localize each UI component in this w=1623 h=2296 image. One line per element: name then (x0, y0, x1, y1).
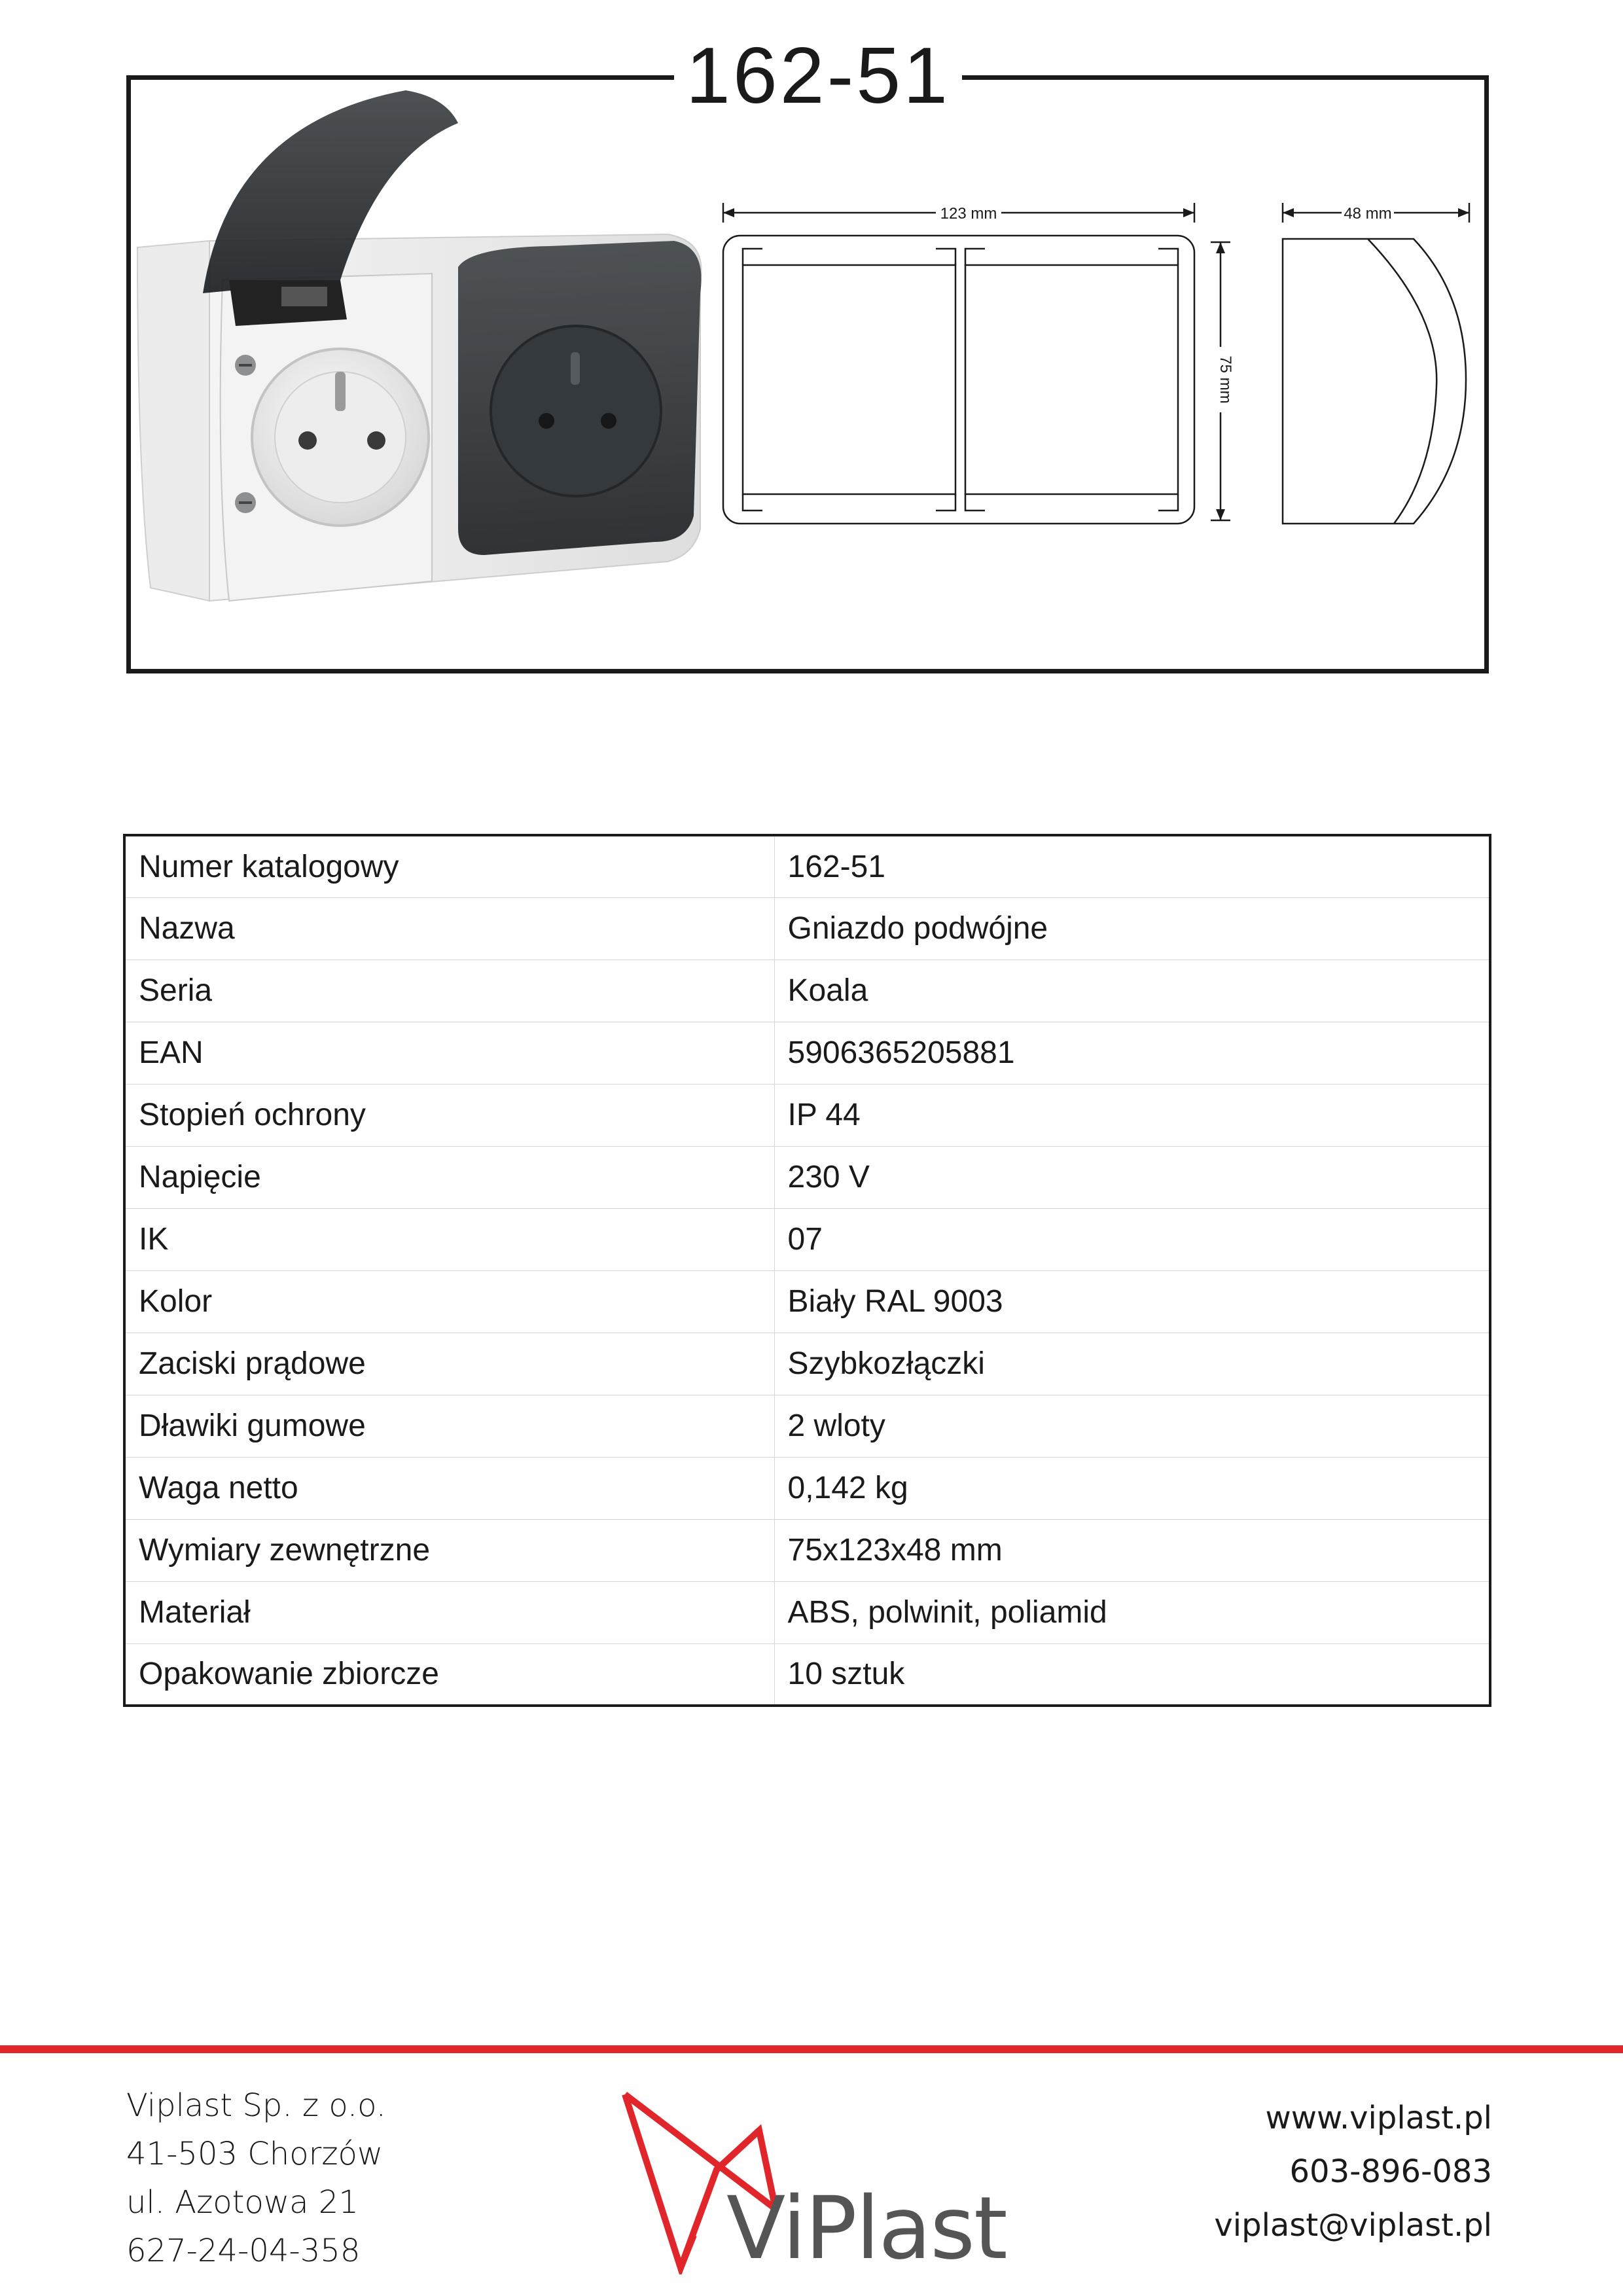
spec-value: Szybkozłączki (774, 1333, 1490, 1395)
spec-label: Dławiki gumowe (124, 1395, 774, 1457)
company-contact (1214, 2091, 1492, 2252)
spec-value: 75x123x48 mm (774, 1519, 1490, 1581)
spec-value: 10 sztuk (774, 1643, 1490, 1706)
company-website[interactable]: www.viplast.pl (1265, 2100, 1492, 2136)
spec-row (124, 1457, 1490, 1519)
spec-value: Gniazdo podwójne (774, 897, 1490, 960)
spec-value: 07 (774, 1208, 1490, 1270)
spec-row (124, 1084, 1490, 1146)
company-address (126, 2081, 386, 2275)
company-tax-id: 627-24-04-358 (126, 2233, 361, 2269)
spec-row (124, 1643, 1490, 1706)
spec-value: Biały RAL 9003 (774, 1270, 1490, 1333)
spec-row (124, 1208, 1490, 1270)
spec-label: Materiał (124, 1581, 774, 1643)
spec-value: 2 wloty (774, 1395, 1490, 1457)
spec-value: ABS, polwinit, poliamid (774, 1581, 1490, 1643)
footer-divider (0, 2045, 1623, 2053)
spec-label: Napięcie (124, 1146, 774, 1208)
spec-row (124, 835, 1490, 897)
spec-row (124, 1146, 1490, 1208)
page-title: 162-51 (674, 29, 962, 121)
depth-dimension-label: 48 mm (1344, 205, 1392, 223)
spec-value: Koala (774, 960, 1490, 1022)
product-photo (131, 84, 707, 607)
spec-label: Numer katalogowy (124, 835, 774, 897)
spec-value: IP 44 (774, 1084, 1490, 1146)
spec-label: Seria (124, 960, 774, 1022)
logo-text: ViPlast (726, 2178, 1007, 2279)
spec-row (124, 1581, 1490, 1643)
spec-row (124, 1395, 1490, 1457)
spec-label: Kolor (124, 1270, 774, 1333)
width-dimension-label: 123 mm (940, 205, 997, 223)
company-email[interactable]: viplast@viplast.pl (1214, 2207, 1492, 2244)
company-phone[interactable]: 603-896-083 (1289, 2153, 1492, 2190)
spec-value: 0,142 kg (774, 1457, 1490, 1519)
company-city: 41-503 Chorzów (126, 2136, 383, 2172)
front-dimension-drawing (713, 190, 1243, 543)
spec-label: Wymiary zewnętrzne (124, 1519, 774, 1581)
side-dimension-drawing (1270, 190, 1486, 543)
spec-row (124, 1022, 1490, 1084)
spec-label: Zaciski prądowe (124, 1333, 774, 1395)
spec-label: Nazwa (124, 897, 774, 960)
height-dimension-label: 75 mm (1217, 355, 1234, 404)
spec-row (124, 960, 1490, 1022)
spec-value: 5906365205881 (774, 1022, 1490, 1084)
spec-label: Opakowanie zbiorcze (124, 1643, 774, 1706)
spec-row (124, 1270, 1490, 1333)
spec-value: 162-51 (787, 849, 885, 884)
spec-row (124, 1333, 1490, 1395)
spec-label: Waga netto (124, 1457, 774, 1519)
spec-label: IK (124, 1208, 774, 1270)
spec-row (124, 1519, 1490, 1581)
company-name: Viplast Sp. z o.o. (126, 2087, 386, 2124)
spec-table (123, 834, 1491, 1707)
company-street: ul. Azotowa 21 (126, 2184, 359, 2221)
spec-label: Stopień ochrony (124, 1084, 774, 1146)
spec-value: 230 V (774, 1146, 1490, 1208)
spec-row (124, 897, 1490, 960)
spec-label: EAN (124, 1022, 774, 1084)
